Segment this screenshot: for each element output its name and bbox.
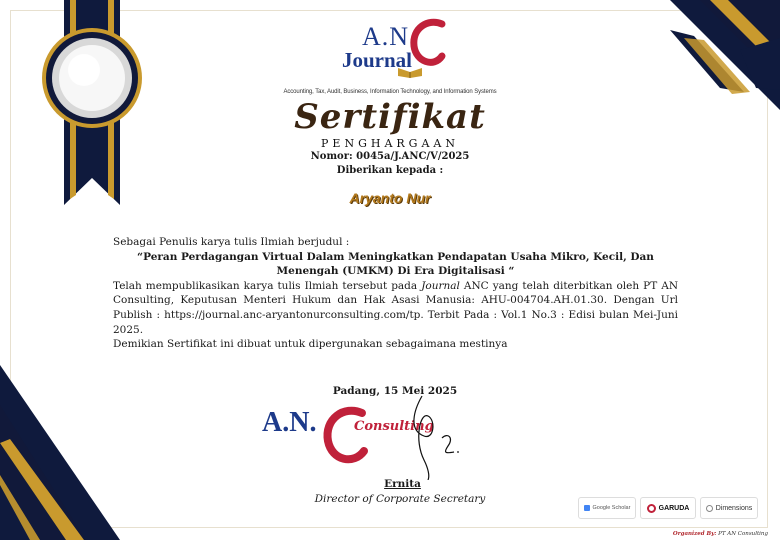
logo-journal-text: Journal: [342, 48, 413, 72]
garuda-label: GARUDA: [658, 504, 690, 512]
stamp-consulting-text: Consulting: [354, 419, 434, 434]
journal-logo: [338, 22, 448, 92]
corner-decoration-top-right: [670, 0, 780, 110]
publication-paragraph: [113, 279, 678, 337]
dimensions-badge: [700, 497, 758, 519]
paper-title-line-1: “Peran Perdagangan Virtual Dalam Meningkatkan Pendapatan Usaha Mikro, Kecil, Dan: [137, 250, 654, 263]
book-icon: [396, 64, 424, 78]
place-date: Padang, 15 Mei 2025: [332, 385, 458, 397]
logo-an-text: A.N.: [362, 22, 417, 51]
closing-line: Demikian Sertifikat ini dibuat untuk dipergunakan sebagaimana mestinya: [113, 338, 508, 351]
dimensions-icon: [706, 505, 713, 512]
garuda-badge: [640, 497, 696, 519]
signer-name: Ernita: [384, 478, 421, 490]
corner-decoration-bottom-left: [0, 365, 120, 540]
handwritten-signature: [400, 390, 470, 480]
organized-by-label: Organized By:: [672, 531, 717, 537]
logo-c-swoosh: [408, 18, 448, 70]
publication-journal-word: Journal: [421, 279, 460, 292]
certificate-subtitle: PENGHARGAAN: [321, 137, 459, 150]
certificate-body: [113, 235, 678, 352]
publication-text-b: ANC yang telah diterbitkan oleh PT AN Consulting, Keputusan Menteri Hukum dan Hak Asasi Manusia: AHU-004704.AH.01.30. Dengan Url Publish : https://journal.anc-aryantonurconsulting.com/tp. Terbit Pada : Vol.1 No.3 : Edisi bulan Mei-Juni 2025.: [113, 279, 679, 336]
dimensions-label: Dimensions: [715, 504, 753, 512]
certificate-title: Sertifikat: [294, 97, 486, 137]
stamp-an-text: A.N.: [262, 407, 317, 438]
google-scholar-badge: [578, 497, 636, 519]
publication-text-a: Telah mempublikasikan karya tulis Ilmiah tersebut pada: [113, 279, 422, 292]
organized-by-name: PT AN Consulting: [718, 531, 768, 537]
google-scholar-label: Google Scholar: [592, 505, 631, 511]
google-scholar-icon: [584, 505, 590, 511]
certificate-number: Nomor: 0045a/J.ANC/V/2025: [310, 151, 470, 162]
given-to-label: Diberikan kepada :: [336, 165, 444, 176]
organized-by-footer: [673, 531, 768, 537]
garuda-icon: [647, 504, 656, 513]
paper-title-line-2: Menengah (UMKM) Di Era Digitalisasi “: [276, 265, 515, 278]
stamp-c-swoosh: [320, 405, 370, 467]
intro-line: Sebagai Penulis karya tulis Ilmiah berjudul :: [113, 236, 350, 248]
signer-title: Director of Corporate Secretary: [314, 493, 486, 505]
recipient-name: Aryanto Nur: [349, 190, 431, 206]
seal-ribbon-decoration: [0, 0, 160, 210]
journal-tagline: Accounting, Tax, Audit, Business, Information Technology, and Information Systems: [283, 89, 497, 95]
